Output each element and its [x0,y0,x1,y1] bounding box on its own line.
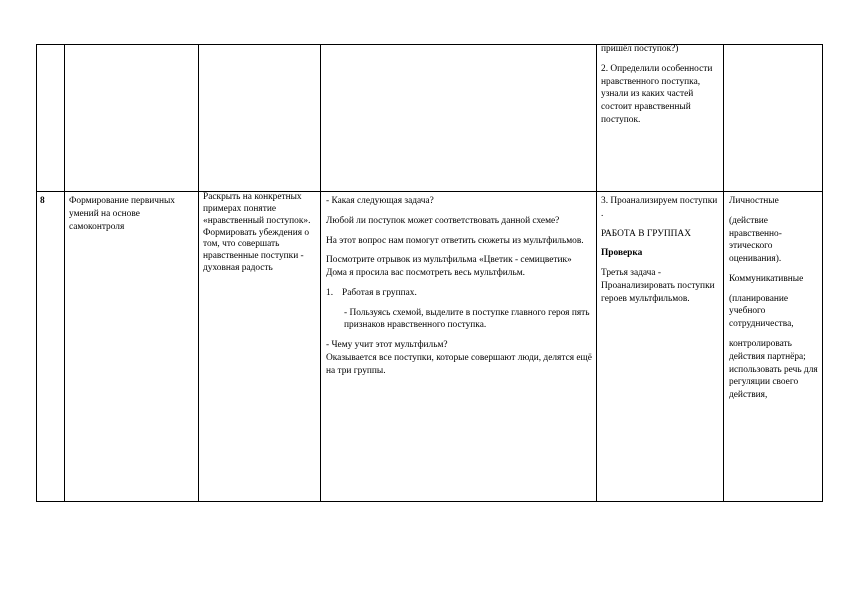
stage-text: Формирование первичных умений на основе самоконтроля [69,196,175,232]
uud-text-4: (планирование учебного сотрудничества, [729,293,794,330]
list-number: 1. [326,287,334,298]
teacher-text-4: Посмотрите отрывок из мультфильма «Цветик - семицветик» Дома я просила вас посмотреть весь мультфильм. [326,255,572,279]
row-number: 8 [40,196,45,206]
teacher-task-text: - Пользуясь схемой, выделите в поступке главного героя пять признаков нравственного поступка. [344,307,590,331]
prev-row-item-2: 2. Определили особенности нравственного поступка, узнали из каких частей состоит нравственный поступок. [601,63,713,125]
uud-cell [729,195,819,402]
student-text-3: Проверка [601,248,643,259]
teacher-question-1: - Какая следующая задача? [326,196,434,206]
uud-text-5: контролировать действия партнёра; использовать речь для регуляции своего действия, [729,339,818,401]
teacher-question-2: Любой ли поступок может соответствовать данной схеме? [326,215,560,226]
column-border [596,44,597,502]
table-bottom-border [36,501,823,502]
column-border [320,44,321,502]
uud-text-2: (действие нравственно-этического оценивания). [729,215,782,265]
stage-cell [69,195,195,233]
column-border [822,44,823,502]
teacher-text-3: На этот вопрос нам помогут ответить сюжеты из мультфильмов. [326,235,584,246]
column-border [64,44,65,502]
column-border [36,44,37,502]
teacher-text-7: Оказывается все поступки, которые совершают люди, делятся ещё на три группы. [326,353,592,376]
student-text-2: РАБОТА В ГРУППАХ [601,228,691,239]
list-text: Работая в группах. [342,287,417,298]
student-text-4: Третья задача - Проанализировать поступки героев мультфильмов. [601,268,715,304]
uud-text-3: Коммуникативные [729,273,804,284]
prev-row-line: пришёл поступок?) [601,44,679,54]
column-border [198,44,199,502]
goal-cell [203,192,317,275]
teacher-activity-cell [326,195,592,378]
uud-text-1: Личностные [729,196,779,206]
student-activity-cell [601,195,719,305]
teacher-list-item [326,287,592,300]
row-divider [36,191,823,192]
goal-text: Раскрыть на конкретных примерах понятие «нравственный поступок». Формировать убеждения о том, что совершать нравственные поступки - духовная радость [203,192,311,274]
column-border [723,44,724,502]
student-text-1: 3. Проанализируем поступки . [601,196,718,219]
teacher-question-6: - Чему учит этот мультфильм? [326,340,448,351]
prev-row-student-cell [601,43,719,127]
